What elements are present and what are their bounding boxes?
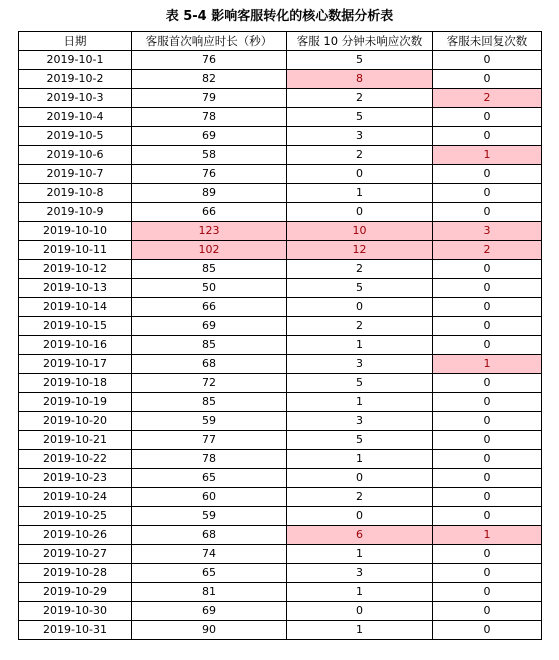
cell-first-response: 58 [132, 146, 287, 165]
cell-first-response: 76 [132, 51, 287, 70]
cell-no-response-10min: 2 [287, 260, 433, 279]
cell-date: 2019-10-31 [19, 621, 132, 640]
cell-no-response-10min: 6 [287, 526, 433, 545]
table-row [19, 203, 542, 222]
cell-date: 2019-10-5 [19, 127, 132, 146]
cell-no-response-10min: 3 [287, 564, 433, 583]
cell-no-reply: 0 [433, 203, 542, 222]
cell-date: 2019-10-10 [19, 222, 132, 241]
cell-no-response-10min: 1 [287, 621, 433, 640]
cell-no-response-10min: 5 [287, 374, 433, 393]
cell-no-response-10min: 5 [287, 108, 433, 127]
table-row [19, 393, 542, 412]
cell-date: 2019-10-18 [19, 374, 132, 393]
cell-date: 2019-10-7 [19, 165, 132, 184]
cell-no-reply: 0 [433, 374, 542, 393]
cell-first-response: 68 [132, 355, 287, 374]
table-body [19, 51, 542, 640]
cell-first-response: 65 [132, 564, 287, 583]
cell-no-response-10min: 0 [287, 203, 433, 222]
cell-no-response-10min: 12 [287, 241, 433, 260]
cell-first-response: 82 [132, 70, 287, 89]
cell-no-reply: 0 [433, 260, 542, 279]
cell-date: 2019-10-27 [19, 545, 132, 564]
cell-no-response-10min: 2 [287, 488, 433, 507]
table-row [19, 412, 542, 431]
cell-no-reply: 0 [433, 184, 542, 203]
cell-no-reply: 0 [433, 583, 542, 602]
cell-no-response-10min: 10 [287, 222, 433, 241]
cell-no-response-10min: 3 [287, 127, 433, 146]
cell-date: 2019-10-25 [19, 507, 132, 526]
table-row [19, 279, 542, 298]
cell-date: 2019-10-16 [19, 336, 132, 355]
table-row [19, 488, 542, 507]
cell-first-response: 68 [132, 526, 287, 545]
cell-first-response: 66 [132, 298, 287, 317]
cell-date: 2019-10-26 [19, 526, 132, 545]
cell-first-response: 102 [132, 241, 287, 260]
cell-no-reply: 0 [433, 469, 542, 488]
cell-date: 2019-10-13 [19, 279, 132, 298]
cell-date: 2019-10-15 [19, 317, 132, 336]
cell-first-response: 76 [132, 165, 287, 184]
cell-no-response-10min: 1 [287, 184, 433, 203]
cell-date: 2019-10-12 [19, 260, 132, 279]
cell-first-response: 65 [132, 469, 287, 488]
cell-no-reply: 0 [433, 564, 542, 583]
cell-date: 2019-10-29 [19, 583, 132, 602]
table-row [19, 127, 542, 146]
cell-first-response: 81 [132, 583, 287, 602]
header-first-response: 客服首次响应时长（秒） [132, 32, 287, 51]
cell-date: 2019-10-8 [19, 184, 132, 203]
cell-no-response-10min: 1 [287, 545, 433, 564]
table-row [19, 108, 542, 127]
cell-no-response-10min: 2 [287, 317, 433, 336]
cell-no-reply: 0 [433, 602, 542, 621]
cell-no-response-10min: 1 [287, 336, 433, 355]
cell-no-reply: 1 [433, 146, 542, 165]
cell-date: 2019-10-28 [19, 564, 132, 583]
cell-date: 2019-10-20 [19, 412, 132, 431]
cell-first-response: 74 [132, 545, 287, 564]
table-row [19, 583, 542, 602]
cell-first-response: 78 [132, 450, 287, 469]
cell-date: 2019-10-9 [19, 203, 132, 222]
cell-no-response-10min: 5 [287, 431, 433, 450]
cell-no-reply: 0 [433, 621, 542, 640]
cell-date: 2019-10-22 [19, 450, 132, 469]
cell-no-response-10min: 0 [287, 298, 433, 317]
header-no-reply: 客服未回复次数 [433, 32, 542, 51]
cell-no-response-10min: 5 [287, 279, 433, 298]
table-row [19, 317, 542, 336]
cell-no-response-10min: 0 [287, 165, 433, 184]
cell-no-reply: 0 [433, 298, 542, 317]
cell-first-response: 50 [132, 279, 287, 298]
cell-date: 2019-10-14 [19, 298, 132, 317]
table-row [19, 222, 542, 241]
cell-first-response: 66 [132, 203, 287, 222]
cell-date: 2019-10-6 [19, 146, 132, 165]
cell-no-reply: 0 [433, 51, 542, 70]
cell-no-reply: 0 [433, 412, 542, 431]
cell-no-response-10min: 2 [287, 146, 433, 165]
cell-no-reply: 3 [433, 222, 542, 241]
header-row [19, 32, 542, 51]
table-row [19, 431, 542, 450]
cell-no-response-10min: 1 [287, 393, 433, 412]
cell-no-response-10min: 3 [287, 355, 433, 374]
data-table [18, 31, 542, 640]
table-row [19, 355, 542, 374]
table-row [19, 621, 542, 640]
cell-no-response-10min: 3 [287, 412, 433, 431]
cell-no-reply: 0 [433, 393, 542, 412]
cell-no-response-10min: 5 [287, 51, 433, 70]
cell-date: 2019-10-3 [19, 89, 132, 108]
table-row [19, 469, 542, 488]
table-row [19, 70, 542, 89]
cell-date: 2019-10-21 [19, 431, 132, 450]
table-title: 表 5-4 影响客服转化的核心数据分析表 [165, 9, 394, 24]
cell-no-reply: 1 [433, 355, 542, 374]
table-row [19, 602, 542, 621]
cell-no-reply: 0 [433, 279, 542, 298]
cell-first-response: 69 [132, 127, 287, 146]
table-row [19, 260, 542, 279]
cell-first-response: 72 [132, 374, 287, 393]
header-no-response-10min: 客服 10 分钟未响应次数 [287, 32, 433, 51]
cell-date: 2019-10-4 [19, 108, 132, 127]
cell-no-reply: 0 [433, 70, 542, 89]
table-row [19, 374, 542, 393]
cell-no-response-10min: 0 [287, 469, 433, 488]
header-date: 日期 [19, 32, 132, 51]
table-row [19, 507, 542, 526]
cell-first-response: 69 [132, 317, 287, 336]
table-row [19, 336, 542, 355]
cell-first-response: 85 [132, 336, 287, 355]
cell-first-response: 59 [132, 412, 287, 431]
cell-no-reply: 0 [433, 108, 542, 127]
cell-no-response-10min: 2 [287, 89, 433, 108]
cell-date: 2019-10-30 [19, 602, 132, 621]
table-row [19, 298, 542, 317]
cell-first-response: 69 [132, 602, 287, 621]
cell-no-reply: 0 [433, 336, 542, 355]
table-row [19, 526, 542, 545]
cell-date: 2019-10-1 [19, 51, 132, 70]
cell-no-reply: 2 [433, 241, 542, 260]
cell-first-response: 89 [132, 184, 287, 203]
cell-date: 2019-10-2 [19, 70, 132, 89]
cell-first-response: 59 [132, 507, 287, 526]
cell-no-reply: 0 [433, 488, 542, 507]
cell-no-response-10min: 0 [287, 602, 433, 621]
cell-no-reply: 0 [433, 507, 542, 526]
table-row [19, 146, 542, 165]
cell-no-response-10min: 1 [287, 583, 433, 602]
cell-no-reply: 2 [433, 89, 542, 108]
cell-date: 2019-10-23 [19, 469, 132, 488]
cell-no-reply: 1 [433, 526, 542, 545]
cell-no-response-10min: 0 [287, 507, 433, 526]
cell-date: 2019-10-24 [19, 488, 132, 507]
cell-no-reply: 0 [433, 317, 542, 336]
cell-first-response: 60 [132, 488, 287, 507]
cell-first-response: 77 [132, 431, 287, 450]
table-row [19, 184, 542, 203]
cell-date: 2019-10-17 [19, 355, 132, 374]
table-row [19, 545, 542, 564]
cell-no-reply: 0 [433, 431, 542, 450]
cell-first-response: 85 [132, 260, 287, 279]
table-row [19, 51, 542, 70]
table-row [19, 450, 542, 469]
table-row [19, 89, 542, 108]
table-row [19, 241, 542, 260]
cell-first-response: 78 [132, 108, 287, 127]
cell-first-response: 79 [132, 89, 287, 108]
cell-date: 2019-10-11 [19, 241, 132, 260]
table-row [19, 165, 542, 184]
cell-first-response: 123 [132, 222, 287, 241]
cell-no-reply: 0 [433, 450, 542, 469]
cell-no-response-10min: 8 [287, 70, 433, 89]
cell-first-response: 90 [132, 621, 287, 640]
table-row [19, 564, 542, 583]
cell-no-reply: 0 [433, 165, 542, 184]
cell-no-reply: 0 [433, 545, 542, 564]
cell-no-reply: 0 [433, 127, 542, 146]
cell-no-response-10min: 1 [287, 450, 433, 469]
cell-date: 2019-10-19 [19, 393, 132, 412]
cell-first-response: 85 [132, 393, 287, 412]
